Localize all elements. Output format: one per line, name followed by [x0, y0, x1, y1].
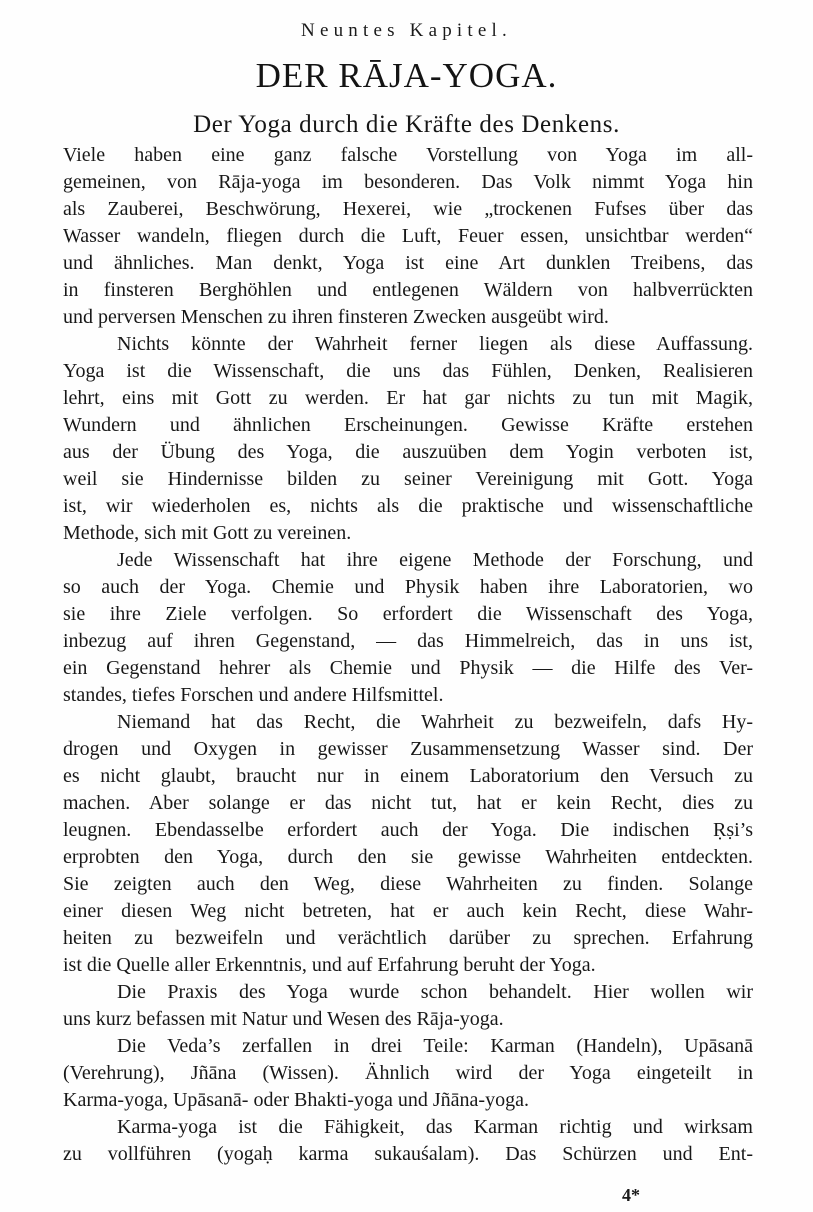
text-line: aus der Übung des Yoga, die auszuüben dem Yogin verboten ist,: [63, 441, 753, 463]
signature-mark: 4*: [622, 1185, 640, 1205]
text-line: einer diesen Weg nicht betreten, hat er auch kein Recht, diese Wahr-: [63, 900, 753, 922]
text-line: sie ihre Ziele verfolgen. So erfordert die Wissenschaft des Yoga,: [63, 603, 753, 625]
page-title: DER RĀJA-YOGA.: [255, 56, 558, 95]
text-line: Sie zeigten auch den Weg, diese Wahrheiten zu finden. Solange: [63, 873, 753, 895]
text-line: Viele haben eine ganz falsche Vorstellung von Yoga im all-: [63, 144, 753, 166]
text-line: weil sie Hindernisse bilden zu seiner Vereinigung mit Gott. Yoga: [63, 468, 753, 490]
text-line: drogen und Oxygen in gewisser Zusammensetzung Wasser sind. Der: [63, 738, 753, 760]
text-line: ist, wir wiederholen es, nichts als die praktische und wissenschaftliche: [63, 495, 753, 517]
text-line: und perversen Menschen zu ihren finsteren Zwecken ausgeübt wird.: [63, 306, 609, 328]
text-line: standes, tiefes Forschen und andere Hilfsmittel.: [63, 684, 444, 706]
text-line: Niemand hat das Recht, die Wahrheit zu bezweifeln, dafs Hy-: [117, 711, 753, 733]
text-line: machen. Aber solange er das nicht tut, hat er kein Recht, dies zu: [63, 792, 753, 814]
text-line: erprobten den Yoga, durch den sie gewisse Wahrheiten entdeckten.: [63, 846, 753, 868]
text-line: Karma-yoga, Upāsanā- oder Bhakti-yoga und Jñāna-yoga.: [63, 1089, 529, 1111]
text-line: und ähnliches. Man denkt, Yoga ist eine Art dunklen Treibens, das: [63, 252, 753, 274]
text-line: Nichts könnte der Wahrheit ferner liegen als diese Auffassung.: [117, 333, 753, 355]
text-line: Die Veda’s zerfallen in drei Teile: Karman (Handeln), Upāsanā: [117, 1035, 753, 1057]
text-line: zu vollführen (yogaḥ karma sukauśalam). Das Schürzen und Ent-: [63, 1143, 753, 1165]
text-line: inbezug auf ihren Gegenstand, — das Himmelreich, das in uns ist,: [63, 630, 753, 652]
text-line: Karma-yoga ist die Fähigkeit, das Karman richtig und wirksam: [117, 1116, 753, 1138]
text-line: als Zauberei, Beschwörung, Hexerei, wie „trockenen Fufses über das: [63, 198, 753, 220]
page-subtitle: Der Yoga durch die Kräfte des Denkens.: [193, 111, 620, 138]
text-line: gemeinen, von Rāja-yoga im besonderen. Das Volk nimmt Yoga hin: [63, 171, 753, 193]
text-line: es nicht glaubt, braucht nur in einem Laboratorium den Versuch zu: [63, 765, 753, 787]
text-line: uns kurz befassen mit Natur und Wesen des Rāja-yoga.: [63, 1008, 504, 1030]
text-line: Methode, sich mit Gott zu vereinen.: [63, 522, 352, 544]
text-line: heiten zu bezweifeln und verächtlich darüber zu sprechen. Erfahrung: [63, 927, 753, 949]
text-line: ist die Quelle aller Erkenntnis, und auf Erfahrung beruht der Yoga.: [63, 954, 596, 976]
text-line: Yoga ist die Wissenschaft, die uns das Fühlen, Denken, Realisieren: [63, 360, 753, 382]
text-line: ein Gegenstand hehrer als Chemie und Physik — die Hilfe des Ver-: [63, 657, 753, 679]
text-line: Die Praxis des Yoga wurde schon behandelt. Hier wollen wir: [117, 981, 753, 1003]
text-line: Wasser wandeln, fliegen durch die Luft, Feuer essen, unsichtbar werden“: [63, 225, 753, 247]
text-line: lehrt, eins mit Gott zu werden. Er hat gar nichts zu tun mit Magik,: [63, 387, 753, 409]
text-line: Wundern und ähnlichen Erscheinungen. Gewisse Kräfte erstehen: [63, 414, 753, 436]
text-line: in finsteren Berghöhlen und entlegenen Wäldern von halbverrückten: [63, 279, 753, 301]
text-line: leugnen. Ebendasselbe erfordert auch der Yoga. Die indischen Ṛṣi’s: [63, 819, 753, 841]
text-line: so auch der Yoga. Chemie und Physik haben ihre Laboratorien, wo: [63, 576, 753, 598]
text-line: (Verehrung), Jñāna (Wissen). Ähnlich wird der Yoga eingeteilt in: [63, 1062, 753, 1084]
chapter-heading: Neuntes Kapitel.: [301, 20, 512, 41]
text-line: Jede Wissenschaft hat ihre eigene Methode der Forschung, und: [117, 549, 753, 571]
